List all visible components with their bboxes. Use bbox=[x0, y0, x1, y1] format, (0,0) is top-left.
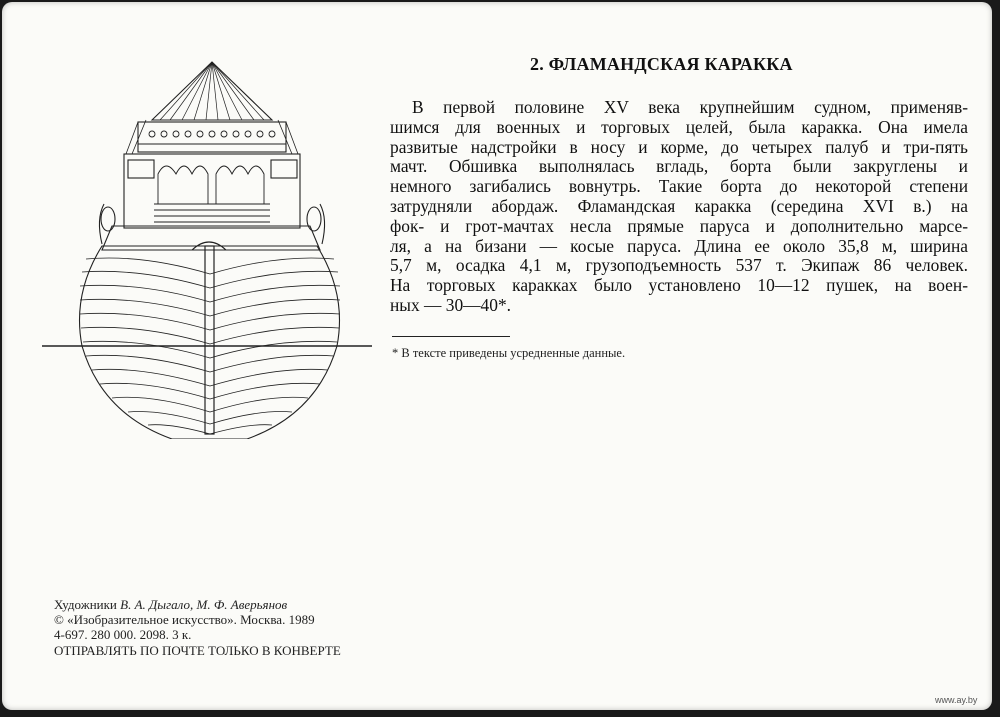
description-line: развитые надстройки в носу и корме, до четырех палуб и три-пять bbox=[390, 136, 968, 157]
description-line: В первой половине XV века крупнейшим судном, применяв- bbox=[412, 97, 968, 117]
description-line: ных — 30—40*. bbox=[390, 294, 511, 315]
description-text bbox=[390, 98, 968, 316]
description-line: На торговых каракках было установлено 10—12 пушек, на воен- bbox=[390, 275, 968, 296]
description-line: шимся для военных и торговых целей, была каракка. Она имела bbox=[390, 116, 968, 137]
description-line: 5,7 м, осадка 4,1 м, грузоподъемность 537 т. Экипаж 86 человек. bbox=[390, 255, 968, 276]
publisher-line: © «Изобразительное искусство». Москва. 1989 bbox=[54, 612, 315, 628]
artists-names: В. А. Дыгало, М. Ф. Аверьянов bbox=[120, 597, 288, 612]
carrack-stern-drawing-icon bbox=[42, 54, 382, 439]
description-line: ля, а на бизани — косые паруса. Длина ее около 35,8 м, ширина bbox=[390, 235, 968, 256]
footnote: * В тексте приведены усредненные данные. bbox=[392, 346, 626, 360]
description-line: мачт. Обшивка выполнялась вгладь, борта были закруглены и bbox=[390, 156, 968, 177]
artists-credit bbox=[54, 597, 341, 612]
credits-block bbox=[54, 597, 341, 658]
postcard bbox=[2, 2, 992, 710]
description-line: немного загибались вовнутрь. Такие борта до некоторой степени bbox=[390, 176, 968, 197]
description-line: фок- и грот-мачтах несла прямые паруса и дополнительно марсе- bbox=[390, 215, 968, 236]
card-title: 2. ФЛАМАНДСКАЯ КАРАККА bbox=[530, 54, 793, 74]
footnote-divider bbox=[392, 336, 510, 337]
mail-instruction: ОТПРАВЛЯТЬ ПО ПОЧТЕ ТОЛЬКО В КОНВЕРТЕ bbox=[54, 642, 341, 658]
artists-label: Художники bbox=[54, 597, 117, 612]
description-line: затрудняли абордаж. Фламандская каракка (середина XVI в.) на bbox=[390, 195, 968, 216]
print-code: 4-697. 280 000. 2098. 3 к. bbox=[54, 627, 192, 643]
watermark: www.ay.by bbox=[935, 695, 978, 705]
